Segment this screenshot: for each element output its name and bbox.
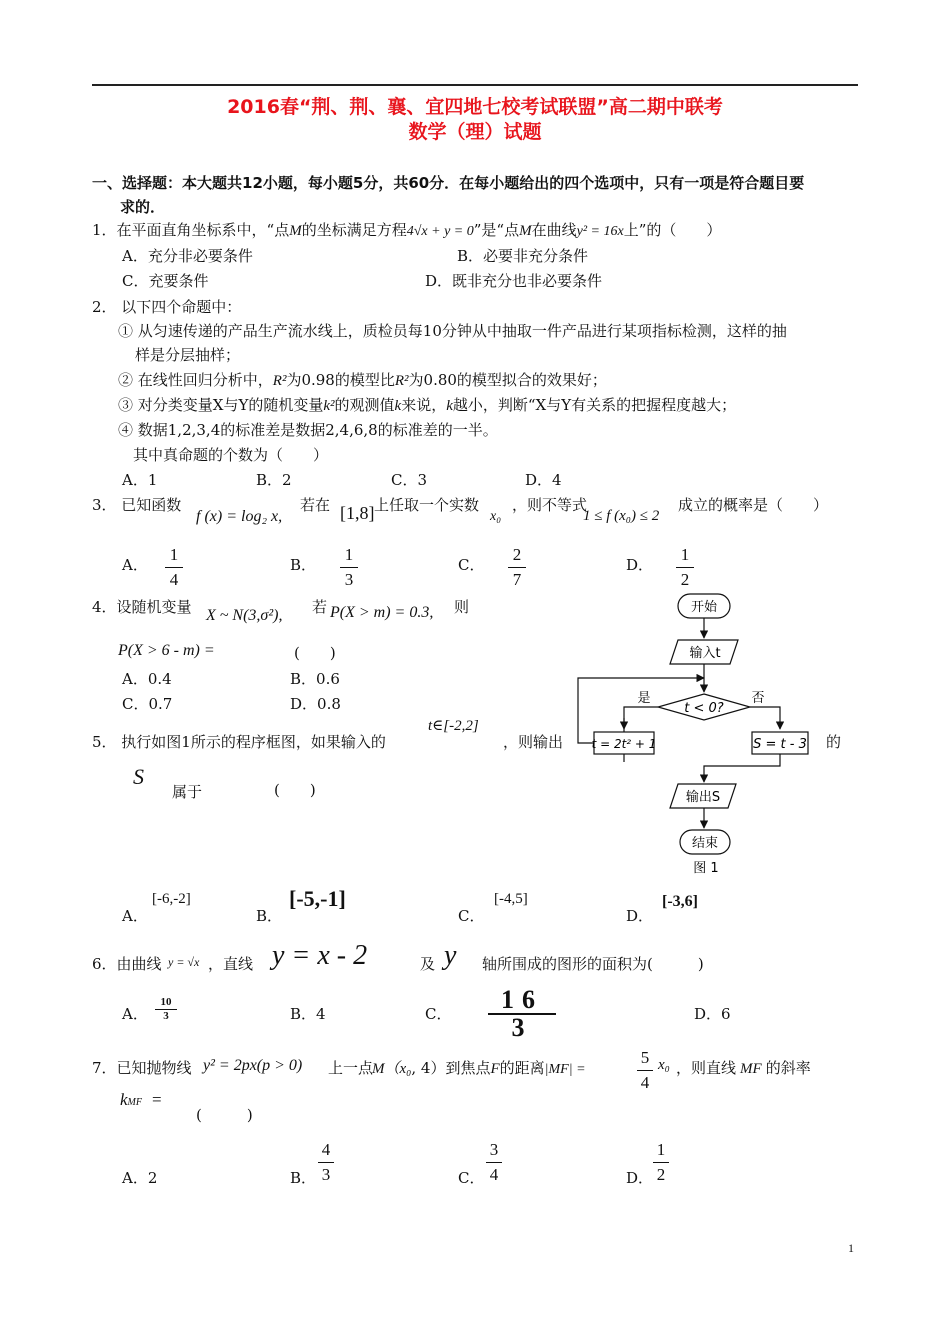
flowchart-figure (570, 590, 860, 880)
q1-option-c: C．充要条件 (122, 272, 209, 290)
flow-yes-label: 是 (637, 691, 651, 706)
question-3: 3． 已知函数 (92, 496, 182, 514)
question-6: 6．由曲线 (92, 955, 162, 973)
q5-option-c: C． (458, 907, 485, 925)
q5-option-a: A． (122, 907, 148, 925)
question-5: 5． 执行如图1所示的程序框图，如果输入的 (92, 733, 386, 751)
q5-option-b-value: [-5,-1] (289, 886, 346, 911)
q7-slope-label: kMF = (120, 1090, 162, 1109)
q1-option-a: A．充分非必要条件 (122, 247, 253, 265)
q7-option-d: D． (626, 1169, 654, 1187)
flow-end-label: 结束 (691, 836, 719, 851)
q7-option-b-value: 4 3 (318, 1140, 334, 1185)
flow-no-label: 否 (751, 691, 765, 706)
flow-right-process-label: S = t - 3 (753, 737, 807, 752)
q7-option-c: C． (458, 1169, 485, 1187)
q5-option-d-value: [-3,6] (662, 893, 698, 910)
question-7: 7．已知抛物线 (92, 1059, 192, 1077)
q6-option-c: C． (425, 1005, 452, 1023)
q2-proposition-2: ② 在线性回归分析中，R²为0.98的模型比R²为0.80的模型拟合的效果好； (118, 371, 607, 389)
q3-option-c-value: 2 7 (508, 545, 526, 590)
q4-ask: P(X > 6 - m) = (118, 642, 215, 659)
exam-subtitle: 数学（理）试题 (408, 121, 542, 143)
q5-option-d: D． (626, 907, 654, 925)
q5-s: S (133, 764, 144, 789)
page-number: 1 (848, 1241, 854, 1255)
question-4: 4．设随机变量 (92, 598, 192, 616)
header-rule (92, 84, 858, 86)
q7-option-a: A．2 (122, 1169, 158, 1187)
q6-option-b: B．4 (290, 1005, 326, 1023)
q4-distribution: X ~ N(3,σ²), (206, 607, 283, 624)
q4-option-a: A．0.4 (122, 670, 172, 688)
question-1: 1．在平面直角坐标系中，“点M的坐标满足方程4√x + y = 0”是“点M在曲线y² = 16x上”的（ ） (92, 221, 722, 239)
q3-option-a: A． (122, 556, 148, 574)
q6-option-a-value: 10 3 (155, 997, 177, 1022)
q6-line: y = x - 2 (272, 940, 368, 971)
q2-proposition-4: ④ 数据1,2,3,4的标准差是数据2,4,6,8的标准差的一半。 (118, 421, 498, 439)
q2-option-b: B．2 (256, 471, 292, 489)
q7-fraction: 5 4 (637, 1048, 653, 1093)
q7-option-d-value: 1 2 (653, 1140, 669, 1185)
q3-option-d: D． (626, 556, 654, 574)
q5-option-a-value: [-6,-2] (152, 891, 191, 907)
q1-option-b: B．必要非充分条件 (457, 247, 589, 265)
q7-option-b: B． (290, 1169, 317, 1187)
q7-parabola: y² = 2px(p > 0) (203, 1057, 303, 1074)
q6-option-a: A． (122, 1005, 148, 1023)
q3-option-c: C． (458, 556, 485, 574)
q3-option-b: B． (290, 556, 317, 574)
flow-start-label: 开始 (690, 600, 718, 615)
flow-left-process-label: t = 2t² + 1 (591, 737, 657, 751)
section-heading-cont: 求的． (120, 198, 166, 216)
question-2: 2． 以下四个命题中： (92, 298, 242, 316)
q4-condition: P(X > m) = 0.3, (330, 604, 434, 621)
q4-option-d: D．0.8 (290, 695, 341, 713)
flow-decision-label: t < 0? (684, 701, 724, 716)
q2-option-a: A．1 (122, 471, 158, 489)
q1-option-d: D．既非充分也非必要条件 (425, 272, 603, 290)
q2-option-d: D．4 (525, 471, 562, 489)
section-heading: 一、选择题：本大题共12小题，每小题5分，共60分．在每小题给出的四个选项中，只有一项是符合题目要 (92, 174, 805, 192)
q3-option-b-value: 1 3 (340, 545, 358, 590)
q2-count: 其中真命题的个数为（ ） (133, 446, 329, 464)
q3-option-d-value: 1 2 (676, 545, 694, 590)
q6-curve: y = √x (168, 955, 200, 969)
q2-option-c: C．3 (391, 471, 428, 489)
q4-option-b: B．0.6 (290, 670, 340, 688)
q7-option-c-value: 3 4 (486, 1140, 502, 1185)
q3-inequality: 1 ≤ f (x₀) ≤ 2 (583, 508, 660, 524)
q3-interval: [1,8] (340, 503, 375, 523)
q3-option-a-value: 1 4 (165, 545, 183, 590)
q5-option-b: B． (256, 907, 283, 925)
q2-proposition-1: ① 从匀速传递的产品生产流水线上，质检员每10分钟从中抽取一件产品进行某项指标检测，这样的抽 (118, 322, 787, 340)
q4-option-c: C．0.7 (122, 695, 173, 713)
q3-function: f (x) = log₂ x, (196, 508, 283, 525)
q6-option-d: D．6 (694, 1005, 731, 1023)
exam-title: 2016春“荆、荆、襄、宜四地七校考试联盟”高二期中联考 (227, 96, 723, 118)
flow-caption: 图 1 (693, 861, 719, 876)
q5-range: t∈[-2,2] (428, 718, 479, 734)
q6-option-c-value: 16 3 (488, 988, 556, 1040)
q2-proposition-3: ③ 对分类变量X与Y的随机变量k²的观测值k来说，k越小，判断“X与Y有关系的把握程度越大； (118, 396, 737, 414)
flow-input-label: 输入t (689, 646, 721, 661)
q5-option-c-value: [-4,5] (494, 891, 528, 907)
q2-proposition-1-cont: 样是分层抽样； (135, 346, 241, 364)
flow-output-label: 输出S (685, 790, 721, 805)
